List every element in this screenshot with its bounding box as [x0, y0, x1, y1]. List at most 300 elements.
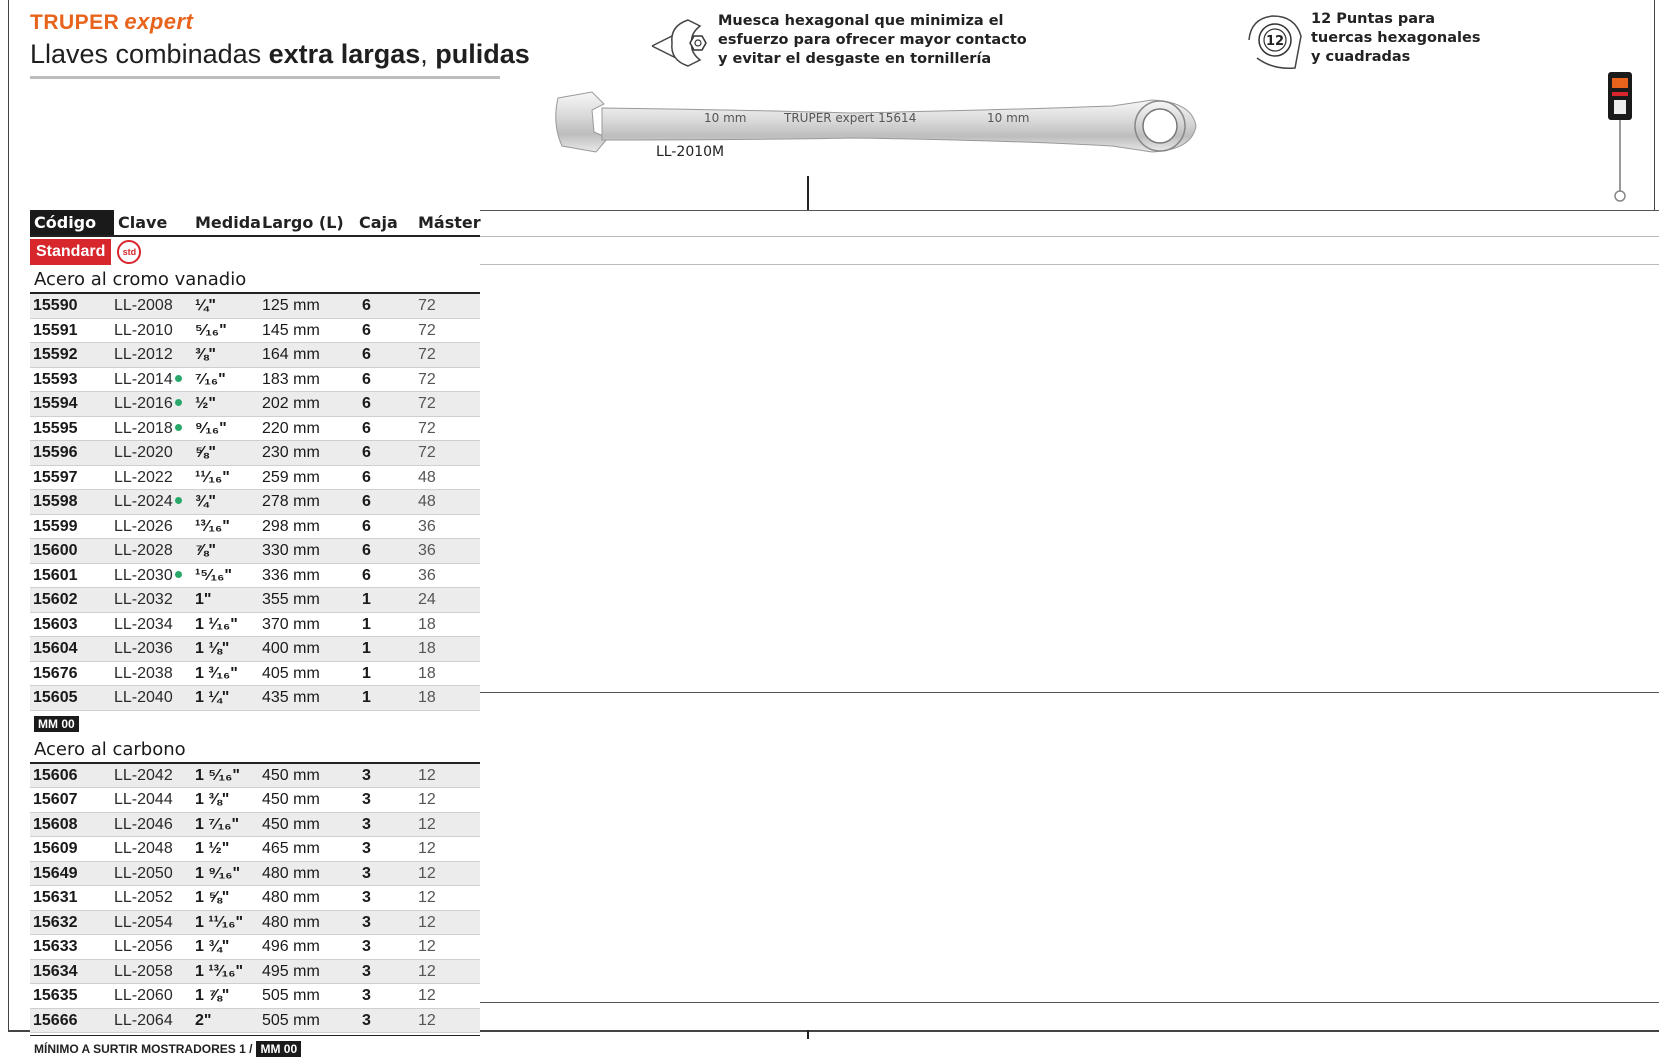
cell-master-text: 18 — [418, 664, 436, 682]
cell-medida-text: 1 ⁹⁄₁₆" — [195, 864, 241, 882]
cell-caja-text: 6 — [362, 444, 371, 461]
wrench-label-brand: TRUPER expert 15614 — [784, 111, 917, 125]
cell-medida-text: ⅝" — [195, 444, 216, 461]
cell-clave-text: LL-2012 — [114, 346, 173, 363]
cell-clave-text: LL-2030 — [114, 566, 173, 584]
cell-master — [418, 984, 480, 1008]
cell-medida-text: ¹³⁄₁₆" — [195, 517, 230, 535]
cell-medida — [195, 319, 262, 343]
page-frame-right — [1654, 0, 1655, 210]
cell-codigo-text: 15606 — [33, 766, 78, 784]
cell-codigo-text: 15590 — [33, 297, 78, 314]
cell-largo — [262, 466, 359, 490]
cell-clave — [114, 886, 195, 910]
center-divider-mark — [807, 176, 809, 211]
cell-codigo — [30, 294, 114, 318]
cell-codigo — [30, 813, 114, 837]
cell-clave-text: LL-2016 — [114, 395, 173, 412]
footer-rule — [480, 1002, 1659, 1003]
cell-caja-text: 3 — [362, 840, 371, 857]
table-row — [30, 490, 480, 515]
cell-codigo — [30, 960, 114, 984]
cell-codigo — [30, 935, 114, 959]
header-rule-2 — [480, 236, 1659, 237]
table-row — [30, 392, 480, 417]
cell-clave — [114, 343, 195, 367]
cell-codigo — [30, 686, 114, 710]
cell-codigo — [30, 319, 114, 343]
cell-medida-text: 1 ¼" — [195, 689, 230, 706]
table-row — [30, 294, 480, 319]
cell-largo-text: 505 mm — [262, 987, 320, 1004]
cell-largo — [262, 662, 359, 686]
cell-largo-text: 405 mm — [262, 664, 320, 682]
cell-medida — [195, 392, 262, 416]
cell-caja-text: 1 — [362, 591, 371, 608]
cell-clave-text: LL-2008 — [114, 297, 173, 314]
cell-largo-text: 278 mm — [262, 493, 320, 510]
cell-clave — [114, 490, 195, 514]
cell-medida — [195, 935, 262, 959]
cell-medida-text: 1 ¹³⁄₁₆" — [195, 962, 244, 980]
wrench-clave-label: LL-2010M — [656, 144, 725, 160]
cell-largo-text: 400 mm — [262, 640, 320, 657]
table-row — [30, 588, 480, 613]
cell-caja — [359, 539, 418, 563]
availability-dot-icon — [175, 424, 182, 431]
cell-caja-text: 3 — [362, 938, 371, 955]
cell-medida — [195, 764, 262, 788]
cell-caja-text: 1 — [362, 664, 371, 682]
cell-codigo — [30, 862, 114, 886]
cell-largo-text: 145 mm — [262, 321, 320, 339]
cell-codigo-text: 15666 — [33, 1011, 78, 1029]
center-divider-mark-bottom — [807, 1030, 809, 1039]
table-row — [30, 960, 480, 985]
cell-caja — [359, 788, 418, 812]
cell-master — [418, 935, 480, 959]
cell-master — [418, 886, 480, 910]
footer-mm-badge: MM 00 — [256, 1041, 301, 1057]
cell-medida-text: 1 ⅜" — [195, 791, 230, 808]
cell-codigo-text: 15608 — [33, 815, 78, 833]
cell-medida — [195, 862, 262, 886]
cell-medida — [195, 1009, 262, 1033]
cell-codigo — [30, 368, 114, 392]
cell-caja — [359, 911, 418, 935]
cell-largo — [262, 564, 359, 588]
cell-largo — [262, 960, 359, 984]
cell-caja-text: 3 — [362, 815, 371, 833]
standard-row — [30, 237, 480, 267]
cell-clave — [114, 1009, 195, 1033]
cell-medida-text: ¹¹⁄₁₆" — [195, 468, 230, 486]
availability-dot-icon — [175, 571, 182, 578]
cell-master — [418, 837, 480, 861]
footer-text: MÍNIMO A SURTIR MOSTRADORES 1 / — [34, 1042, 253, 1056]
cell-largo — [262, 490, 359, 514]
cell-codigo — [30, 788, 114, 812]
cell-master-text: 18 — [418, 640, 436, 657]
cell-codigo — [30, 588, 114, 612]
cell-codigo-text: 15635 — [33, 987, 78, 1004]
cell-largo — [262, 886, 359, 910]
cell-master — [418, 960, 480, 984]
table-row — [30, 935, 480, 960]
cell-largo-text: 330 mm — [262, 542, 320, 559]
cell-caja — [359, 862, 418, 886]
cell-largo-text: 259 mm — [262, 468, 320, 486]
cell-largo-text: 450 mm — [262, 815, 320, 833]
cell-caja-text: 3 — [362, 889, 371, 906]
cell-caja-text: 6 — [362, 370, 371, 388]
cell-largo — [262, 294, 359, 318]
header-largo: Largo (L) — [262, 213, 344, 232]
cell-codigo-text: 15631 — [33, 889, 78, 906]
cell-clave-text: LL-2048 — [114, 840, 173, 857]
cell-medida — [195, 637, 262, 661]
cell-master-text: 48 — [418, 493, 436, 510]
cell-clave — [114, 294, 195, 318]
cell-largo — [262, 343, 359, 367]
cell-medida-text: ⁷⁄₁₆" — [195, 370, 226, 388]
cell-largo — [262, 392, 359, 416]
cell-medida — [195, 613, 262, 637]
cell-medida — [195, 662, 262, 686]
cell-caja-text: 3 — [362, 1011, 371, 1029]
cell-master-text: 12 — [418, 840, 436, 857]
cell-largo-text: 202 mm — [262, 395, 320, 412]
feature-twelve-point-text: 12 Puntas para tuercas hexagonales y cuadradas — [1311, 11, 1481, 65]
header-codigo: Código — [30, 210, 114, 235]
cell-clave-text: LL-2032 — [114, 591, 173, 608]
cell-largo-text: 495 mm — [262, 962, 320, 980]
cell-clave-text: LL-2044 — [114, 791, 173, 808]
table-row — [30, 813, 480, 838]
title-bold-1: extra largas — [268, 39, 421, 69]
cell-master-text: 72 — [418, 419, 436, 437]
header-rule — [480, 210, 1659, 211]
cell-clave — [114, 837, 195, 861]
cell-medida — [195, 813, 262, 837]
wrench-image — [552, 88, 1202, 163]
cell-caja — [359, 294, 418, 318]
cell-medida — [195, 886, 262, 910]
table-row — [30, 886, 480, 911]
cell-master-text: 72 — [418, 395, 436, 412]
table-row — [30, 788, 480, 813]
cell-clave-text: LL-2050 — [114, 864, 173, 882]
brand-logo — [30, 9, 193, 35]
cell-clave — [114, 539, 195, 563]
table-row — [30, 862, 480, 887]
cell-clave-text: LL-2052 — [114, 889, 173, 906]
cell-caja — [359, 417, 418, 441]
cell-clave-text: LL-2020 — [114, 444, 173, 461]
cell-codigo-text: 15632 — [33, 913, 78, 931]
cell-clave-text: LL-2040 — [114, 689, 173, 706]
cell-clave-text: LL-2054 — [114, 913, 173, 931]
cell-caja-text: 3 — [362, 987, 371, 1004]
cell-clave-text: LL-2060 — [114, 987, 173, 1004]
cell-codigo — [30, 613, 114, 637]
cell-codigo-text: 15598 — [33, 493, 78, 510]
cell-master — [418, 319, 480, 343]
cell-medida-text: ⅜" — [195, 346, 216, 363]
cell-codigo — [30, 837, 114, 861]
cell-largo — [262, 911, 359, 935]
cell-caja — [359, 490, 418, 514]
cell-medida-text: ½" — [195, 395, 216, 412]
cell-codigo-text: 15676 — [33, 664, 78, 682]
cell-clave — [114, 960, 195, 984]
header-medida: Medida — [195, 213, 261, 232]
table-row — [30, 441, 480, 466]
cell-clave — [114, 637, 195, 661]
cell-largo-text: 125 mm — [262, 297, 320, 314]
cell-largo-text: 496 mm — [262, 938, 320, 955]
cell-medida-text: ⁵⁄₁₆" — [195, 321, 227, 339]
cell-master-text: 12 — [418, 938, 436, 955]
cell-clave — [114, 813, 195, 837]
cell-medida-text: 1 ½" — [195, 840, 230, 857]
cell-medida-text: 1" — [195, 591, 212, 608]
page-frame-left — [8, 0, 9, 1032]
cell-master-text: 36 — [418, 517, 436, 535]
cell-master — [418, 441, 480, 465]
cell-master — [418, 417, 480, 441]
cell-master-text: 12 — [418, 913, 436, 931]
cell-caja — [359, 588, 418, 612]
cell-master-text: 72 — [418, 370, 436, 388]
cell-master — [418, 294, 480, 318]
cell-caja-text: 3 — [362, 864, 371, 882]
availability-dot-icon — [175, 375, 182, 382]
cell-largo — [262, 441, 359, 465]
cell-largo-text: 230 mm — [262, 444, 320, 461]
cell-caja-text: 6 — [362, 517, 371, 535]
cell-largo-text: 480 mm — [262, 913, 320, 931]
cell-medida — [195, 294, 262, 318]
feature-hex-notch-text: Muesca hexagonal que minimiza el esfuerzo para ofrecer mayor contacto y evitar el desgaste en tornillería — [718, 13, 1027, 67]
cell-master — [418, 466, 480, 490]
cell-largo-text: 355 mm — [262, 591, 320, 608]
cell-largo-text: 435 mm — [262, 689, 320, 706]
standard-rule — [480, 264, 1659, 265]
cell-codigo — [30, 417, 114, 441]
cell-caja — [359, 392, 418, 416]
cell-caja-text: 1 — [362, 640, 371, 657]
cell-largo-text: 298 mm — [262, 517, 320, 535]
cell-medida-text: 1 ⅝" — [195, 889, 230, 906]
cell-clave — [114, 686, 195, 710]
cell-medida — [195, 911, 262, 935]
cell-caja-text: 3 — [362, 791, 371, 808]
cell-master-text: 12 — [418, 889, 436, 906]
cell-largo-text: 480 mm — [262, 864, 320, 882]
table-header — [30, 210, 480, 237]
cell-medida-text: ⁹⁄₁₆" — [195, 419, 227, 437]
cell-codigo-text: 15599 — [33, 517, 78, 535]
brand-name: TRUPER — [30, 11, 120, 34]
cell-master-text: 12 — [418, 962, 436, 980]
cell-caja — [359, 813, 418, 837]
cell-clave — [114, 319, 195, 343]
mm-badge: MM 00 — [34, 716, 79, 732]
table-row — [30, 539, 480, 564]
cell-medida-text: 1 ⅞" — [195, 987, 230, 1004]
cell-codigo-text: 15609 — [33, 840, 78, 857]
cell-caja — [359, 837, 418, 861]
cell-largo-text: 480 mm — [262, 889, 320, 906]
cell-codigo — [30, 911, 114, 935]
cell-largo — [262, 1009, 359, 1033]
cell-clave — [114, 564, 195, 588]
cell-clave — [114, 441, 195, 465]
cell-medida — [195, 686, 262, 710]
cell-codigo-text: 15604 — [33, 640, 78, 657]
cell-caja — [359, 319, 418, 343]
cell-master-text: 18 — [418, 615, 436, 633]
cell-clave-text: LL-2042 — [114, 766, 173, 784]
table-row — [30, 417, 480, 442]
cell-caja-text: 6 — [362, 297, 371, 314]
cell-medida — [195, 984, 262, 1008]
cell-master — [418, 788, 480, 812]
cell-clave-text: LL-2058 — [114, 962, 173, 980]
table-row — [30, 764, 480, 789]
cell-master-text: 72 — [418, 346, 436, 363]
cell-codigo-text: 15596 — [33, 444, 78, 461]
cell-master — [418, 490, 480, 514]
cell-clave-text: LL-2056 — [114, 938, 173, 955]
cell-master — [418, 392, 480, 416]
cell-caja — [359, 886, 418, 910]
cell-master — [418, 368, 480, 392]
cell-master-text: 36 — [418, 542, 436, 559]
cell-largo-text: 164 mm — [262, 346, 320, 363]
cell-master — [418, 637, 480, 661]
cell-master — [418, 539, 480, 563]
cell-caja — [359, 564, 418, 588]
cell-largo-text: 505 mm — [262, 1011, 320, 1029]
cell-largo — [262, 588, 359, 612]
cell-medida — [195, 441, 262, 465]
cell-medida-text: 1 ³⁄₁₆" — [195, 664, 238, 682]
cell-clave — [114, 911, 195, 935]
cell-caja-text: 6 — [362, 468, 371, 486]
table-row — [30, 343, 480, 368]
table-row — [30, 984, 480, 1009]
cell-caja-text: 6 — [362, 395, 371, 412]
cell-medida — [195, 837, 262, 861]
cell-clave — [114, 515, 195, 539]
cell-largo — [262, 539, 359, 563]
cell-codigo — [30, 1009, 114, 1033]
wrench-label-left: 10 mm — [704, 111, 747, 125]
cell-clave — [114, 368, 195, 392]
cell-master-text: 24 — [418, 591, 436, 608]
cell-clave — [114, 588, 195, 612]
cell-master — [418, 764, 480, 788]
cell-caja — [359, 343, 418, 367]
cell-largo — [262, 637, 359, 661]
cell-medida — [195, 343, 262, 367]
cell-medida — [195, 515, 262, 539]
title-regular: Llaves combinadas — [30, 39, 269, 69]
table-row — [30, 837, 480, 862]
cell-master — [418, 686, 480, 710]
cell-largo-text: 220 mm — [262, 419, 320, 437]
cell-master — [418, 862, 480, 886]
cell-medida-text: 1 ¹¹⁄₁₆" — [195, 913, 244, 931]
cell-codigo-text: 15594 — [33, 395, 78, 412]
cell-codigo-text: 15602 — [33, 591, 78, 608]
cell-master-text: 36 — [418, 566, 436, 584]
cell-largo — [262, 788, 359, 812]
cell-clave — [114, 392, 195, 416]
cell-caja — [359, 368, 418, 392]
cell-codigo-text: 15649 — [33, 864, 78, 882]
cell-codigo — [30, 764, 114, 788]
header-master: Máster — [418, 213, 481, 232]
cell-clave-text: LL-2038 — [114, 664, 173, 682]
cell-codigo-text: 15592 — [33, 346, 78, 363]
cell-codigo — [30, 392, 114, 416]
hex-notch-icon — [640, 12, 718, 74]
cell-codigo-text: 15591 — [33, 321, 78, 339]
cell-clave-text: LL-2036 — [114, 640, 173, 657]
product-table — [30, 210, 480, 1062]
cell-codigo-text: 15607 — [33, 791, 78, 808]
cell-caja-text: 3 — [362, 766, 371, 784]
hanging-wrench-thumbnail — [1606, 70, 1636, 209]
cell-codigo-text: 15595 — [33, 419, 78, 437]
cell-codigo — [30, 466, 114, 490]
cell-caja — [359, 637, 418, 661]
cell-medida — [195, 490, 262, 514]
twelve-point-icon — [1243, 10, 1311, 72]
cell-caja — [359, 466, 418, 490]
table-row — [30, 1009, 480, 1034]
cell-caja — [359, 1009, 418, 1033]
cell-clave-text: LL-2034 — [114, 615, 173, 633]
table-row — [30, 637, 480, 662]
cell-medida-text: ¼" — [195, 297, 216, 314]
cell-medida-text: 1 ¾" — [195, 938, 230, 955]
cell-caja-text: 1 — [362, 689, 371, 706]
cell-codigo — [30, 886, 114, 910]
cell-clave-text: LL-2046 — [114, 815, 173, 833]
cell-caja-text: 3 — [362, 913, 371, 931]
cell-codigo — [30, 984, 114, 1008]
cell-medida — [195, 960, 262, 984]
table-row — [30, 564, 480, 589]
cell-caja-text: 6 — [362, 542, 371, 559]
cell-largo-text: 370 mm — [262, 615, 320, 633]
cell-master — [418, 343, 480, 367]
cell-master — [418, 515, 480, 539]
cell-medida — [195, 539, 262, 563]
cell-codigo — [30, 343, 114, 367]
cell-medida — [195, 417, 262, 441]
cell-codigo — [30, 490, 114, 514]
section-title-carbono: Acero al carbono — [30, 738, 480, 764]
cell-largo — [262, 319, 359, 343]
table-row — [30, 319, 480, 344]
page-title — [30, 39, 530, 70]
cell-clave-text: LL-2028 — [114, 542, 173, 559]
